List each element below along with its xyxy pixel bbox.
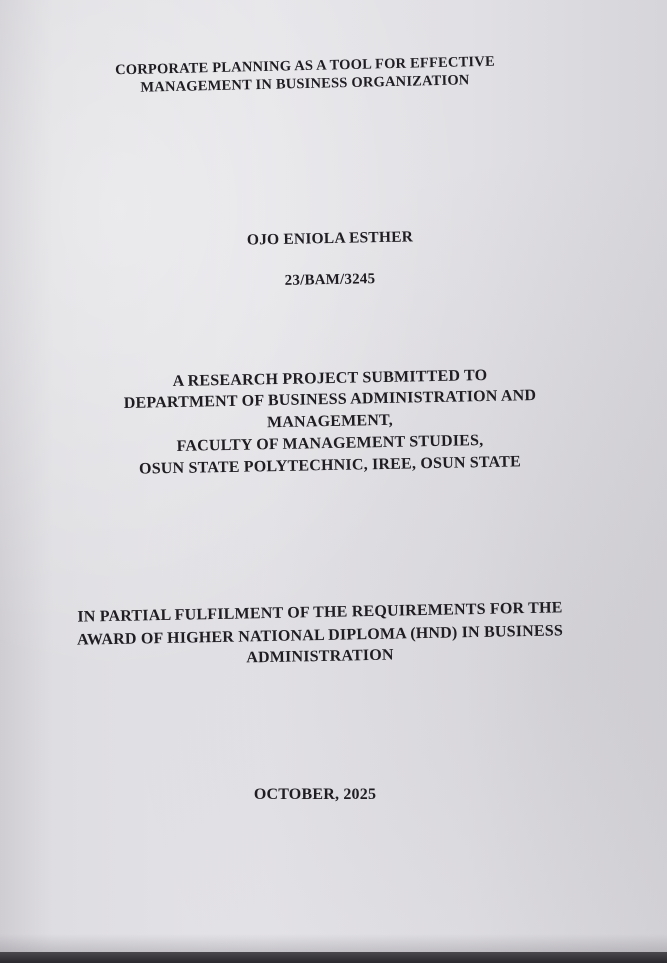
background-surface [0, 952, 667, 963]
submission-line-4: FACULTY OF MANAGEMENT STUDIES, [176, 432, 484, 455]
submission-line-1: A RESEARCH PROJECT SUBMITTED TO [172, 366, 488, 391]
fulfilment-line-1: IN PARTIAL FULFILMENT OF THE REQUIREMENTS FOR THE [77, 599, 563, 626]
fulfilment-line-2: AWARD OF HIGHER NATIONAL DIPLOMA (HND) IN BUSINESS [76, 622, 564, 649]
document-title-line-2: MANAGEMENT IN BUSINESS ORGANIZATION [140, 72, 470, 96]
author-name: OJO ENIOLA ESTHER [246, 228, 414, 249]
submission-line-3: MANAGEMENT, [266, 411, 394, 432]
submission-date: OCTOBER, 2025 [253, 786, 377, 803]
fulfilment-line-3: ADMINISTRATION [246, 646, 394, 667]
submission-line-2: DEPARTMENT OF BUSINESS ADMINISTRATION AND [123, 387, 537, 412]
submission-line-5: OSUN STATE POLYTECHNIC, IREE, OSUN STATE [138, 453, 522, 478]
document-title-line-1: CORPORATE PLANNING AS A TOOL FOR EFFECTIVE [114, 53, 496, 79]
matric-number: 23/BAM/3245 [284, 271, 376, 289]
